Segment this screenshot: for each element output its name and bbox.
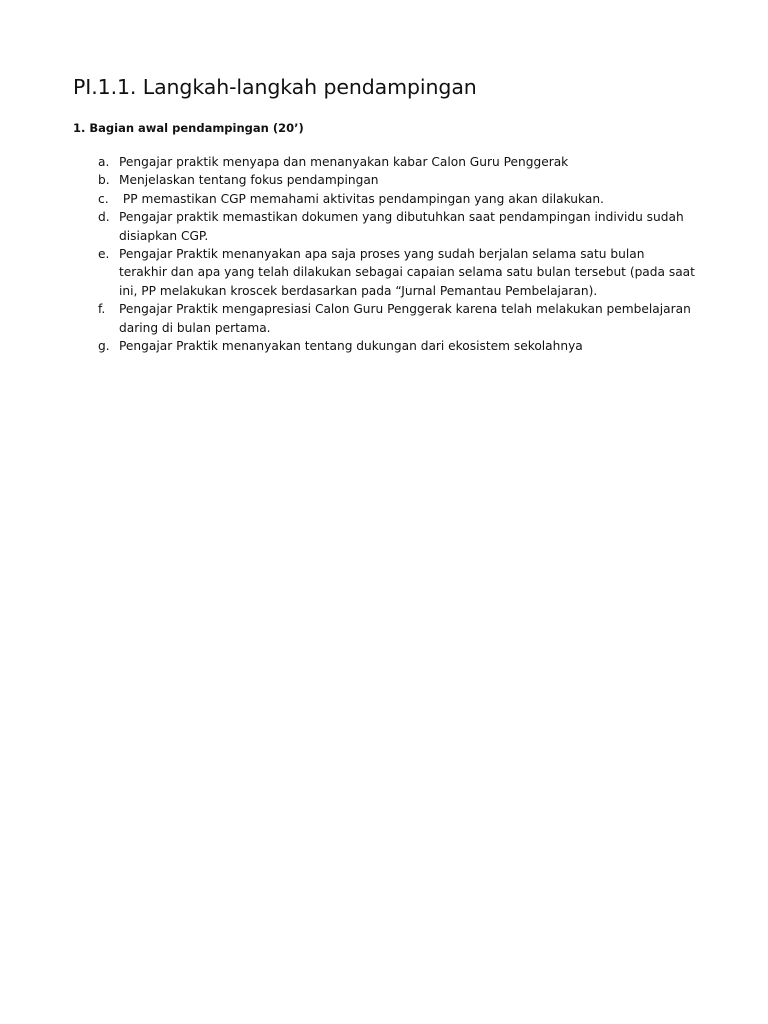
list-item-text: PP memastikan CGP memahami aktivitas pendampingan yang akan dilakukan. [119,191,604,206]
list-item [73,300,696,337]
list-item-text: Pengajar Praktik menanyakan tentang dukungan dari ekosistem sekolahnya [119,339,583,354]
list-item [73,208,696,245]
list-item-text: Menjelaskan tentang fokus pendampingan [119,173,379,188]
list-item [73,153,696,171]
list-item-marker: e. [98,247,110,262]
list-item [73,337,696,355]
list-item [73,171,696,189]
list-item-marker: d. [98,210,110,225]
list-item-marker: g. [98,339,110,354]
step-list [73,153,696,355]
document-title: PI.1.1. Langkah-langkah pendampingan [73,75,477,99]
list-item [73,245,696,300]
list-item-text: Pengajar Praktik mengapresiasi Calon Guru Penggerak karena telah melakukan pembelajaran daring di bulan pertama. [119,302,691,335]
list-item-text: Pengajar praktik memastikan dokumen yang dibutuhkan saat pendampingan individu sudah disiapkan CGP. [119,210,684,243]
list-item-marker: a. [98,155,110,169]
list-item-text: Pengajar Praktik menanyakan apa saja proses yang sudah berjalan selama satu bulan terakhir dan apa yang telah dilakukan sebagai capaian selama satu bulan tersebut (pada saat ini, PP melakukan kroscek berdasarkan pada “Jurnal Pemantau Pembelajaran). [119,247,695,298]
list-item [73,190,696,208]
list-item-text: Pengajar praktik menyapa dan menanyakan kabar Calon Guru Penggerak [119,155,569,169]
section-heading: 1. Bagian awal pendampingan (20’) [73,121,304,135]
list-item-marker: f. [98,302,106,317]
list-item-marker: b. [98,173,110,188]
list-item-marker: c. [98,191,109,206]
